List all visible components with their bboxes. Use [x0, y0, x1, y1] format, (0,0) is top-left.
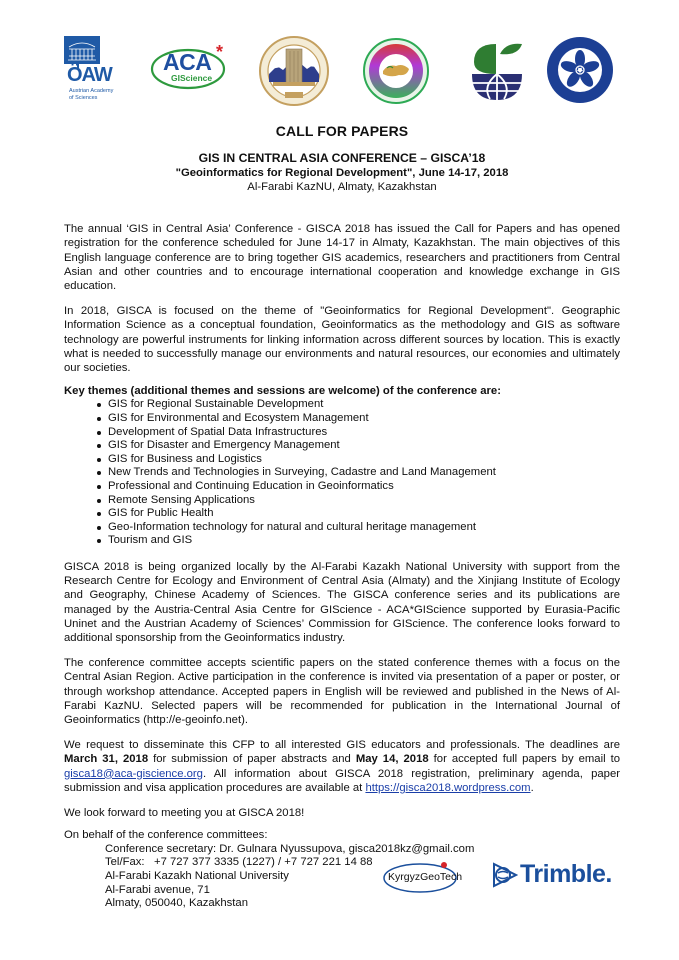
conference-venue: Al-Farabi KazNU, Almaty, Kazakhstan: [247, 181, 437, 194]
deadlines-text: for submission of paper abstracts and: [148, 753, 356, 766]
submission-email-link[interactable]: gisca18@aca-giscience.org: [64, 767, 203, 780]
theme-item: Geo-Information technology for natural and cultural heritage management: [97, 521, 620, 535]
intro-paragraph: The annual ‘GIS in Central Asia’ Conference - GISCA 2018 has issued the Call for Papers and has opened registration for the conference scheduled for June 14-17 in Almaty, Kazakhstan. The main objectives of this English language conference are to bring together GIS academics, researchers and practitioners from Central Asian and other countries and to encourage international cooperation and knowledge exchange in GIS education.: [64, 223, 620, 293]
deadlines-paragraph: [64, 738, 620, 795]
university-name: Al-Farabi Kazakh National University: [105, 870, 289, 882]
deadlines-text: We request to disseminate this CFP to all interested GIS educators and professionals. The deadlines are: [64, 739, 620, 752]
theme-item: GIS for Disaster and Emergency Management: [97, 439, 620, 453]
ecology-centre-seal-logo: [363, 38, 429, 104]
key-themes-heading: Key themes (additional themes and sessions are welcome) of the conference are:: [64, 385, 501, 398]
conference-website-link[interactable]: https://gisca2018.wordpress.com: [365, 781, 531, 794]
trimble-logo: [492, 858, 618, 892]
secretary-contact: Conference secretary: Dr. Gulnara Nyussupova, gisca2018kz@gmail.com: [105, 842, 475, 855]
xinjiang-institute-logo: [470, 40, 524, 102]
oaw-wordmark: ÖAW: [67, 64, 112, 86]
cas-seal-logo: [546, 36, 614, 104]
aca-wordmark: ACA: [163, 49, 212, 75]
tel-fax: Tel/Fax: +7 727 377 3335 (1227) / +7 727 221 14 88: [105, 856, 373, 869]
oaw-caption-line1: Austrian Academy: [69, 88, 114, 94]
theme-item: Development of Spatial Data Infrastructures: [97, 426, 620, 440]
focus-paragraph: In 2018, GISCA is focused on the theme of "Geoinformatics for Regional Development". Geographic Information Science as a conceptual foundation, Geoinformatics as the methodology and GIS as software technology are powerful instruments for linking information across different sources by location. This is exactly what is needed to successfully manage our environments and natural resources, our economies and ultimately our societies.: [64, 305, 620, 375]
key-themes-list: [64, 398, 620, 548]
trimble-globe-icon: [492, 862, 518, 888]
logo-bar: [0, 36, 679, 108]
kaznu-seal-icon: [259, 36, 329, 106]
city-address: Almaty, 050040, Kazakhstan: [105, 897, 248, 910]
deadlines-text: . All information about GISCA 2018 registration, preliminary agenda, paper submission and visa application procedures are available at: [64, 767, 620, 794]
oaw-logo: [64, 36, 126, 108]
kyrgyzgeotech-wordmark: KyrgyzGeoTech: [388, 871, 463, 883]
cas-seal-icon: [546, 36, 614, 104]
papers-paragraph: The conference committee accepts scientific papers on the stated conference themes with a focus on the Central Asian Region. Active participation in the conference is invited via presentation of a paper or poster, or through workshop attendance. Accepted papers in English will be reviewed and published in the News of Al-Farabi KazNU. Selected papers will be recommended for publication in the International Journal of Geoinformatics (http://e-geoinfo.net).: [64, 657, 620, 726]
call-for-papers-document: [64, 124, 620, 911]
conference-theme-dates: "Geoinformatics for Regional Development", June 14-17, 2018: [175, 167, 509, 180]
deadlines-text: for accepted full papers by email to: [428, 753, 621, 766]
sponsor-logos: [0, 852, 679, 896]
theme-item: New Trends and Technologies in Surveying, Cadastre and Land Management: [97, 466, 620, 480]
document-title: CALL FOR PAPERS: [275, 123, 409, 139]
theme-item: Tourism and GIS: [97, 534, 620, 548]
aca-giscience-logo: [150, 44, 232, 90]
oaw-caption: [69, 88, 113, 101]
trimble-wordmark: Trimble.: [520, 860, 612, 888]
conference-name: GIS IN CENTRAL ASIA CONFERENCE – GISCA’18: [198, 151, 486, 166]
theme-item: GIS for Public Health: [97, 507, 620, 521]
closing-line: We look forward to meeting you at GISCA 2018!: [64, 807, 305, 820]
ecology-seal-icon: [363, 38, 429, 104]
theme-item: GIS for Regional Sustainable Development: [97, 398, 620, 412]
oaw-caption-line2: of Sciences: [69, 94, 98, 101]
signature-intro: On behalf of the conference committees:: [64, 829, 268, 842]
aca-star-icon: *: [216, 42, 224, 62]
aca-subtitle: GIScience: [171, 73, 213, 83]
organizers-paragraph: GISCA 2018 is being organized locally by the Al-Farabi Kazakh National University with support from the Research Centre for Ecology and Environment of Central Asia (Almaty) and the Xinjiang Institute of Ecology and Geography, Chinese Academy of Sciences. The GISCA conference series and its publications are managed by the Austria-Central Asia Centre for GIScience - ACA*GIScience supported by Eurasia-Pacific Uninet and the Austrian Academy of Sciences’ Commission for GIScience. The conference looks forward to additional sponsorship from the Geoinformatics industry.: [64, 560, 620, 644]
street-address: Al-Farabi avenue, 71: [105, 883, 210, 896]
xieg-globe-leaf-icon: [470, 40, 524, 102]
theme-item: Remote Sensing Applications: [97, 494, 620, 508]
kaznu-seal-logo: [259, 36, 329, 106]
full-paper-deadline: May 14, 2018: [355, 753, 429, 766]
theme-item: GIS for Business and Logistics: [97, 453, 620, 467]
abstract-deadline: March 31, 2018: [64, 753, 149, 766]
theme-item: Professional and Continuing Education in Geoinformatics: [97, 480, 620, 494]
kyrgyzgeotech-logo: [382, 860, 463, 894]
theme-item: GIS for Environmental and Ecosystem Management: [97, 412, 620, 426]
deadlines-text: .: [530, 781, 534, 794]
